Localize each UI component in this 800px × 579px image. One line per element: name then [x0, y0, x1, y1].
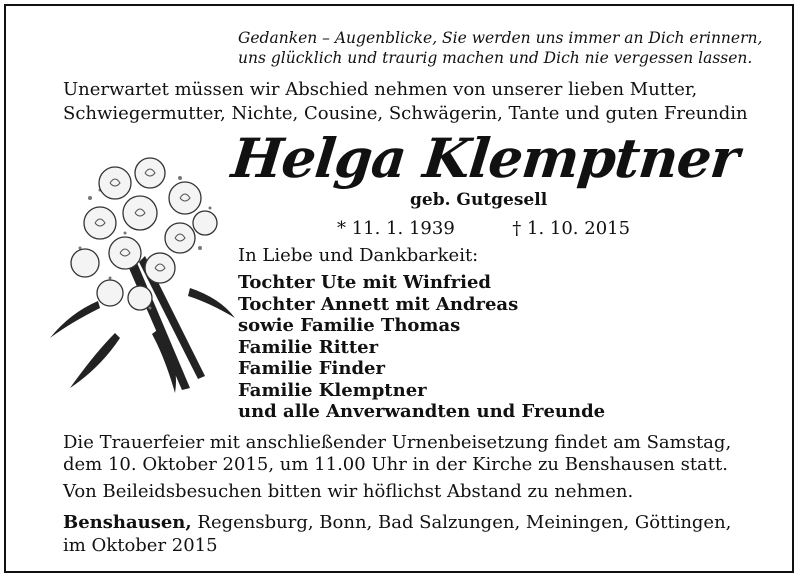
mourner-item: Familie Finder — [238, 358, 385, 379]
life-dates — [337, 218, 630, 239]
memorial-quote — [238, 28, 763, 68]
birth-symbol: * — [337, 218, 346, 239]
mourner-item: Familie Ritter — [238, 336, 379, 358]
mourner-item: Familie Klemptner — [238, 379, 427, 401]
maiden-name: geb. Gutgesell — [410, 190, 548, 210]
quote-line: uns glücklich und traurig machen und Dich nie vergessen lassen. — [238, 49, 753, 67]
service-line: Die Trauerfeier mit anschließender Urnenbeisetzung findet am Samstag, — [63, 432, 732, 453]
mourner-item: Tochter Ute mit Winfried — [238, 272, 492, 293]
mourner-item: sowie Familie Thomas — [238, 315, 461, 336]
deceased-name: Helga Klemptner — [228, 126, 742, 190]
intro-line: Schwiegermutter, Nichte, Cousine, Schwägerin, Tante und guten Freundin — [63, 103, 748, 124]
service-line: dem 10. Oktober 2015, um 11.00 Uhr in der Kirche zu Benshausen statt. — [63, 454, 728, 475]
mourners-list — [238, 272, 605, 423]
visits-note: Von Beileidsbesuchen bitten wir höflichst Abstand zu nehmen. — [63, 481, 634, 502]
birth-date: 11. 1. 1939 — [351, 218, 455, 239]
gratitude-line: In Liebe und Dankbarkeit: — [238, 245, 479, 266]
death-date: 1. 10. 2015 — [527, 218, 631, 239]
flower-bouquet-icon — [40, 138, 240, 398]
main-place: Benshausen, — [63, 512, 192, 533]
intro-text — [63, 78, 763, 126]
service-info — [63, 432, 783, 476]
notice-date: im Oktober 2015 — [63, 535, 218, 556]
death-symbol: † — [512, 218, 522, 239]
mourner-item: Tochter Annett mit Andreas — [238, 293, 519, 315]
place-line — [63, 511, 731, 534]
intro-line: Unerwartet müssen wir Abschied nehmen von unserer lieben Mutter, — [63, 79, 698, 100]
quote-line: Gedanken – Augenblicke, Sie werden uns immer an Dich erinnern, — [238, 29, 763, 47]
other-places: Regensburg, Bonn, Bad Salzungen, Meiningen, Göttingen, — [191, 512, 732, 533]
mourner-item: und alle Anverwandten und Freunde — [238, 401, 606, 422]
place-date — [63, 511, 731, 557]
